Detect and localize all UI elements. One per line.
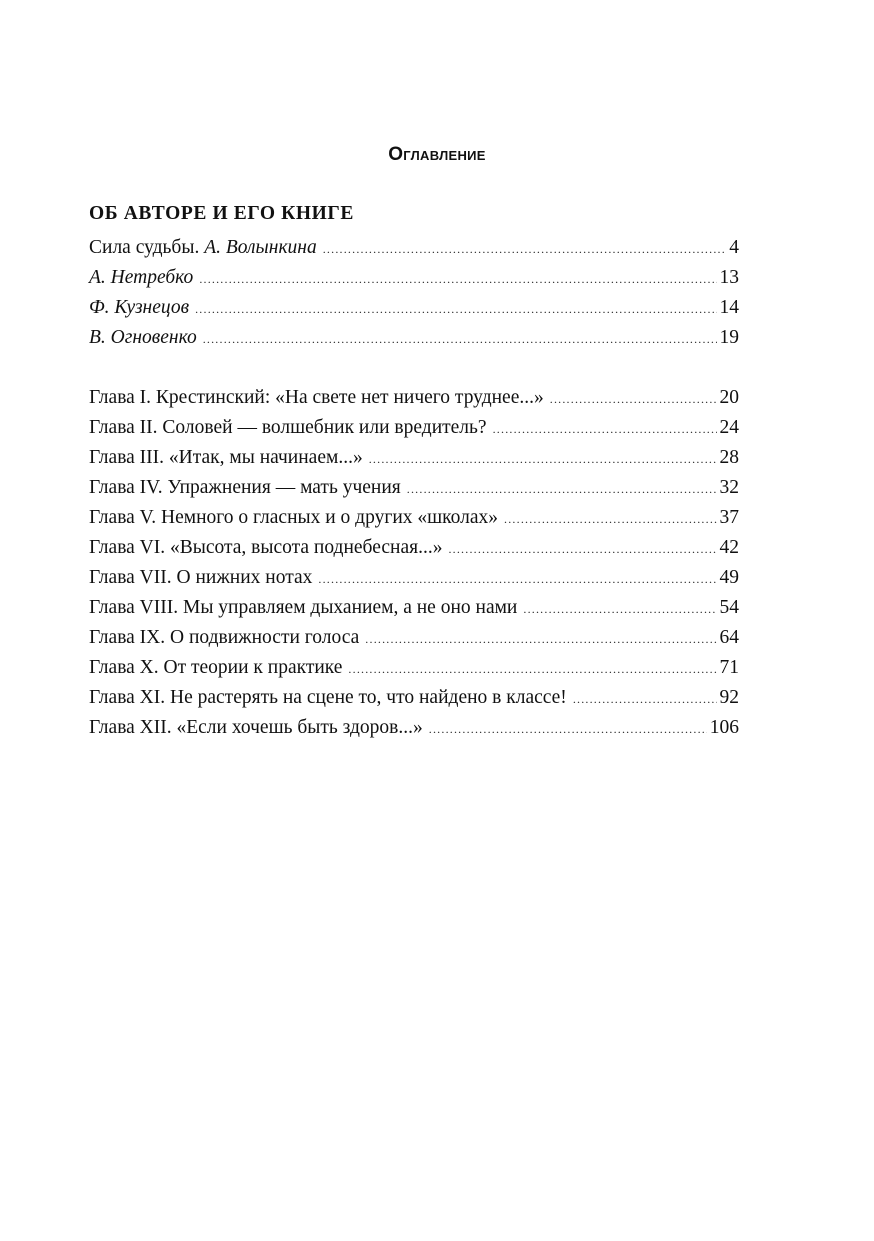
toc-entry[interactable] [89, 263, 739, 293]
page-number: 24 [719, 417, 739, 438]
page-number: 64 [719, 627, 739, 648]
chapter-title: Глава III. «Итак, мы начинаем...» [89, 447, 363, 468]
dot-leader [195, 294, 716, 324]
toc-entry[interactable] [89, 503, 739, 533]
entry-author: А. Нетребко [89, 267, 194, 288]
page-number: 28 [719, 447, 739, 468]
chapter-title: Глава VII. О нижних нотах [89, 567, 313, 588]
entry-title: Сила судьбы. [89, 237, 205, 258]
chapter-title: Глава XII. «Если хочешь быть здоров...» [89, 717, 423, 738]
chapter-title: Глава I. Крестинский: «На свете нет ничего труднее...» [89, 387, 544, 408]
toc-entry[interactable] [89, 593, 739, 623]
dot-leader [523, 594, 716, 624]
page-number: 37 [719, 507, 739, 528]
page-number: 54 [719, 597, 739, 618]
dot-leader [203, 324, 717, 354]
entry-text [89, 323, 197, 353]
toc-entry[interactable] [89, 563, 739, 593]
dot-leader [323, 234, 727, 264]
page-number: 49 [719, 567, 739, 588]
page-title: Оглавление [388, 144, 486, 165]
entry-text [89, 263, 193, 293]
toc-entry[interactable] [89, 443, 739, 473]
entry-text [89, 233, 317, 263]
page-number: 4 [729, 237, 739, 258]
entry-text [89, 293, 189, 323]
dot-leader [429, 714, 707, 744]
dot-leader [318, 564, 716, 594]
dot-leader [199, 264, 716, 294]
section-heading: ОБ АВТОРЕ И ЕГО КНИГЕ [89, 203, 354, 224]
toc-entry[interactable] [89, 533, 739, 563]
chapter-title: Глава II. Соловей — волшебник или вредитель? [89, 417, 487, 438]
dot-leader [348, 654, 716, 684]
chapter-title: Глава V. Немного о гласных и о других «школах» [89, 507, 499, 528]
page-number: 19 [719, 327, 739, 348]
entry-author: В. Огновенко [89, 327, 197, 348]
chapter-title: Глава XI. Не растерять на сцене то, что найдено в классе! [89, 687, 567, 708]
toc-entry[interactable] [89, 683, 739, 713]
author-entries-list [89, 233, 739, 353]
dot-leader [573, 684, 717, 714]
page-number: 32 [719, 477, 739, 498]
toc-entry[interactable] [89, 413, 739, 443]
page-number: 71 [719, 657, 739, 678]
chapter-title: Глава VI. «Высота, высота поднебесная...» [89, 537, 443, 558]
toc-entry[interactable] [89, 323, 739, 353]
chapter-title: Глава IV. Упражнения — мать учения [89, 477, 401, 498]
page-number: 13 [719, 267, 739, 288]
dot-leader [365, 624, 716, 654]
toc-entry[interactable] [89, 653, 739, 683]
chapter-title: Глава VIII. Мы управляем дыханием, а не оно нами [89, 597, 518, 618]
entry-author: А. Волынкина [204, 237, 317, 258]
dot-leader [448, 534, 716, 564]
entry-author: Ф. Кузнецов [89, 297, 190, 318]
toc-entry[interactable] [89, 473, 739, 503]
toc-entry[interactable] [89, 293, 739, 323]
toc-entry[interactable] [89, 233, 739, 263]
toc-entry[interactable] [89, 623, 739, 653]
page-number: 106 [709, 717, 739, 738]
page-number: 20 [719, 387, 739, 408]
dot-leader [504, 504, 716, 534]
dot-leader [493, 414, 717, 444]
toc-entry[interactable] [89, 713, 739, 743]
page-number: 14 [719, 297, 739, 318]
chapter-list [89, 383, 739, 743]
page-number: 42 [719, 537, 739, 558]
chapter-title: Глава IX. О подвижности голоса [89, 627, 360, 648]
dot-leader [407, 474, 717, 504]
dot-leader [369, 444, 717, 474]
page-number: 92 [719, 687, 739, 708]
chapter-title: Глава X. От теории к практике [89, 657, 343, 678]
toc-entry[interactable] [89, 383, 739, 413]
dot-leader [550, 384, 717, 414]
